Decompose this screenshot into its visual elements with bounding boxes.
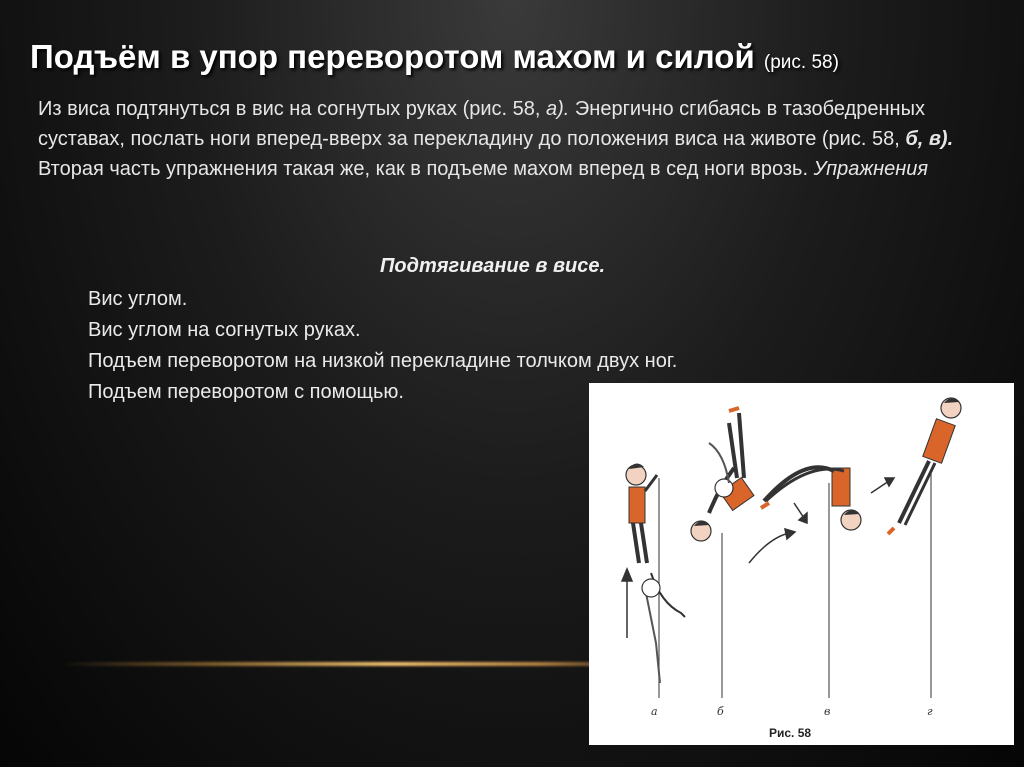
figure-58-illustration	[589, 383, 1014, 745]
intro-part1: Из виса подтянуться в вис на согнутых руках (рис. 58,	[38, 98, 546, 120]
gymnast-figure-a	[626, 463, 685, 683]
slide-title	[30, 38, 1010, 76]
gymnast-sequence-drawing	[589, 383, 1014, 745]
exercise-item: Вис углом.	[88, 288, 188, 310]
title-text: Подъём в упор переворотом махом и силой	[30, 38, 755, 75]
gymnast-figure-b	[691, 408, 754, 541]
title-figure-ref: (рис. 58)	[763, 52, 839, 73]
intro-part4: б, в).	[905, 128, 954, 150]
figure-label-g: г	[927, 705, 933, 718]
exercises-subheading: Подтягивание в висе.	[380, 255, 606, 277]
intro-part2: а).	[546, 98, 570, 120]
gymnast-figure-g	[888, 398, 961, 534]
intro-paragraph	[38, 94, 998, 184]
figure-label-b: б	[717, 705, 724, 718]
figure-label-v: в	[824, 705, 831, 718]
motion-arrows	[622, 478, 894, 638]
exercise-item: Вис углом на согнутых руках.	[88, 319, 361, 341]
figure-caption: Рис. 58	[769, 726, 812, 740]
exercise-item: Подъем переворотом на низкой перекладине толчком двух ног.	[88, 350, 678, 372]
gymnast-figure-v	[761, 467, 861, 530]
figure-label-a: а	[651, 705, 658, 718]
exercise-item: Подъем переворотом с помощью.	[88, 381, 404, 403]
intro-part3: Энергично сгибаясь в тазобедренных суставах, послать ноги вперед-вверх за перекладину до положения виса на животе (рис. 58,	[38, 98, 925, 150]
intro-part6: Упражнения	[813, 158, 929, 180]
bar-lines	[659, 473, 931, 698]
decorative-light-streak	[60, 662, 660, 666]
intro-part5: Вторая часть упражнения такая же, как в подъеме махом вперед в сед ноги врозь.	[38, 158, 814, 180]
